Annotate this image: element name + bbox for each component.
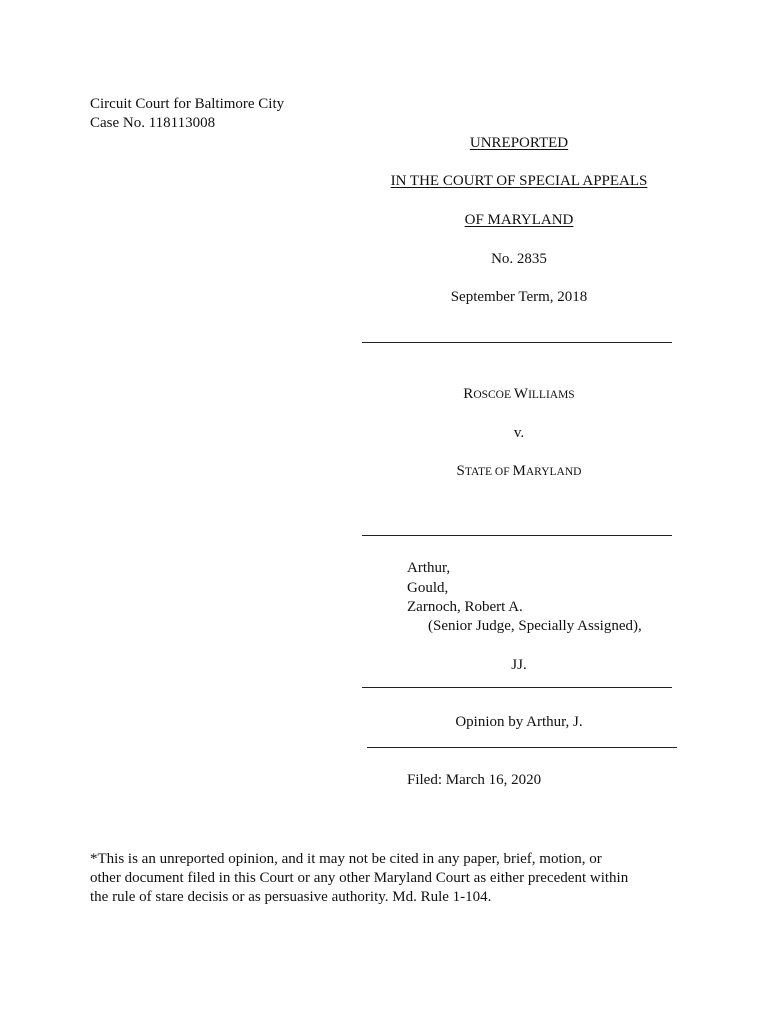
lower-court-name: Circuit Court for Baltimore City — [90, 96, 285, 112]
appeal-number: No. 2835 — [491, 251, 547, 267]
appellant-name — [360, 385, 678, 404]
court-state: OF MARYLAND — [464, 212, 574, 228]
divider-1 — [362, 342, 672, 343]
versus: v. — [513, 425, 525, 441]
term: September Term, 2018 — [450, 289, 588, 305]
judge-2: Gould, — [407, 580, 449, 596]
footnote-line-2: other document filed in this Court or any other Maryland Court as either precedent within — [90, 870, 629, 886]
divider-3 — [362, 687, 672, 688]
appellee-name — [360, 462, 678, 481]
appellee-initial-1: S — [456, 463, 465, 479]
appellant-initial-1: R — [463, 386, 474, 402]
appellee-initial-2: M — [512, 463, 526, 479]
appellant-rest-2: ILLIAMS — [528, 389, 575, 401]
appellee-rest-2: ARYLAND — [525, 466, 582, 478]
case-number: Case No. 118113008 — [90, 115, 216, 131]
divider-4 — [367, 747, 677, 748]
judges-suffix: JJ. — [511, 657, 527, 673]
unreported-label: UNREPORTED — [469, 135, 569, 151]
divider-2 — [362, 535, 672, 536]
footnote-line-1: *This is an unreported opinion, and it may not be cited in any paper, brief, motion, or — [90, 851, 602, 867]
judge-note: (Senior Judge, Specially Assigned), — [428, 618, 642, 634]
appellant-rest-1: OSCOE — [473, 389, 514, 401]
appellee-rest-1: TATE OF — [464, 466, 513, 478]
court-title: IN THE COURT OF SPECIAL APPEALS — [390, 173, 648, 189]
judge-3: Zarnoch, Robert A. — [407, 599, 523, 615]
footnote-line-3: the rule of stare decisis or as persuasive authority. Md. Rule 1-104. — [90, 889, 492, 905]
appellant-initial-2: W — [513, 386, 529, 402]
filed-date: Filed: March 16, 2020 — [407, 772, 542, 788]
judge-1: Arthur, — [407, 560, 451, 576]
opinion-author: Opinion by Arthur, J. — [455, 714, 583, 730]
